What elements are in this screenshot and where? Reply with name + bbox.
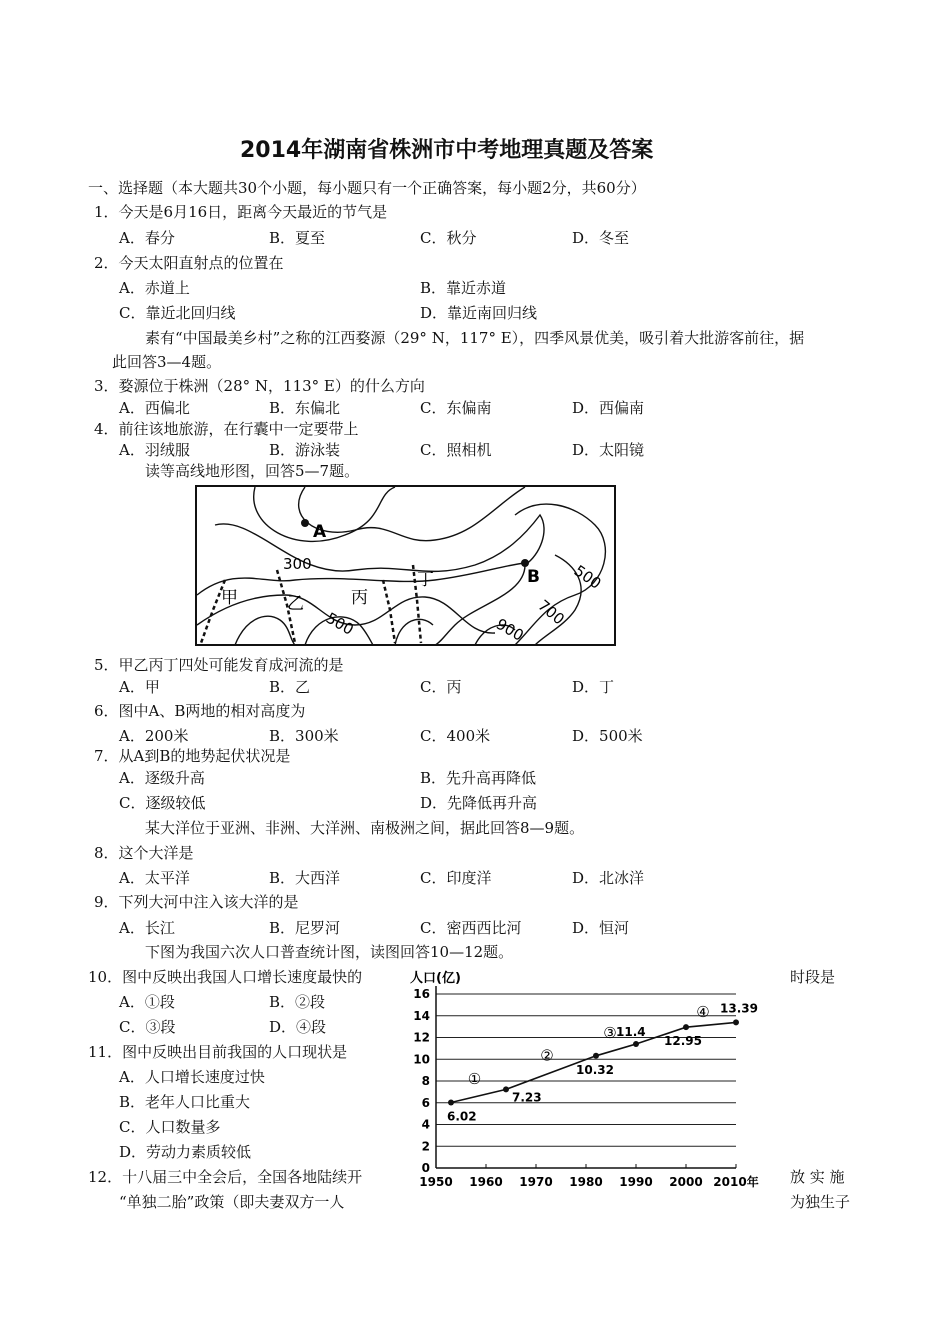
q10-stem: 10．图中反映出我国人口增长速度最快的 [88,968,363,986]
q8-option-b: B．大西洋 [269,869,341,887]
q3-option-a: A．西偏北 [119,399,190,417]
q6-option-a: A．200米 [119,727,189,745]
y-tick-label: 16 [413,987,430,1001]
q12-line-2: “单独二胎”政策（即夫妻双方一人 [119,1193,345,1211]
q1-option-c: C．秋分 [420,229,477,247]
contour-label-700: 700 [534,596,568,629]
q11-option-d: D．劳动力素质较低 [119,1143,252,1161]
data-point [733,1019,739,1025]
x-tick-label: 2000 [669,1175,703,1189]
segment-label: ② [540,1046,554,1065]
x-tick-label: 2010年 [713,1175,759,1189]
x-tick-label: 1950 [419,1175,453,1189]
q8-option-c: C．印度洋 [420,869,492,887]
q1-option-a: A．春分 [119,229,175,247]
q2-stem: 2．今天太阳直射点的位置在 [94,254,284,272]
q6-option-c: C．400米 [420,727,491,745]
x-tick-label: 1960 [469,1175,503,1189]
y-tick-label: 4 [421,1117,430,1132]
data-label: 6.02 [447,1109,477,1124]
y-tick-label: 2 [421,1139,430,1154]
passage-1-line-2: 此回答3—4题。 [112,353,222,371]
q9-option-a: A．长江 [119,919,175,937]
data-point [593,1053,599,1059]
y-tick-label: 0 [421,1161,430,1175]
q2-option-d: D．靠近南回归线 [420,304,538,322]
q4-option-d: D．太阳镜 [572,441,645,459]
y-tick-label: 6 [421,1095,430,1110]
map-label-b: B [527,567,540,587]
q5-option-d: D．丁 [572,678,615,696]
passage-1-line-1: 素有“中国最美乡村”之称的江西婺源（29° N，117° E），四季风景优美，吸引着大批游客前往，据 [145,329,805,347]
q7-option-c: C．逐级较低 [119,794,206,812]
map-label-ding: 丁 [417,570,434,590]
data-point [633,1041,639,1047]
q7-option-b: B．先升高再降低 [420,769,537,787]
q6-option-b: B．300米 [269,727,339,745]
q3-option-b: B．东偏北 [269,399,341,417]
point-b-marker [521,559,529,567]
q10-option-b: B．②段 [269,993,326,1011]
contour-label-500: 500 [323,608,357,639]
q5-option-b: B．乙 [269,678,311,696]
data-label: 11.4 [616,1025,646,1040]
q5-option-c: C．丙 [420,678,462,696]
y-tick-label: 12 [413,1030,430,1045]
q3-stem: 3．婺源位于株洲（28° N，113° E）的什么方向 [94,377,425,395]
q11-option-a: A．人口增长速度过快 [119,1068,265,1086]
population-chart [400,964,775,1194]
x-tick-label: 1990 [619,1175,653,1189]
q10-option-c: C．③段 [119,1018,176,1036]
data-point [683,1024,689,1030]
q4-option-b: B．游泳装 [269,441,341,459]
q11-option-b: B．老年人口比重大 [119,1093,251,1111]
data-label: 12.95 [664,1034,702,1049]
q6-stem: 6．图中A、B两地的相对高度为 [94,702,306,720]
q8-option-a: A．太平洋 [119,869,190,887]
q3-option-d: D．西偏南 [572,399,645,417]
q2-option-b: B．靠近赤道 [420,279,507,297]
segment-label: ① [467,1069,482,1088]
x-tick-label: 1970 [519,1175,553,1189]
passage-4: 下图为我国六次人口普查统计图，读图回答10—12题。 [145,943,514,961]
q8-option-d: D．北冰洋 [572,869,645,887]
map-label-jia: 甲 [221,588,238,608]
q8-stem: 8．这个大洋是 [94,844,194,862]
q9-option-d: D．恒河 [572,919,630,937]
q10-option-a: A．①段 [119,993,175,1011]
map-label-yi: 乙 [287,594,304,614]
q11-option-c: C．人口数量多 [119,1118,221,1136]
q5-stem: 5．甲乙丙丁四处可能发育成河流的是 [94,656,344,674]
q1-option-b: B．夏至 [269,229,326,247]
q10-option-d: D．④段 [269,1018,327,1036]
q7-option-a: A．逐级升高 [119,769,205,787]
q1-option-d: D．冬至 [572,229,630,247]
page-title: 2014年湖南省株洲市中考地理真题及答案 [240,138,654,163]
map-label-a: A [313,522,327,542]
q4-option-a: A．羽绒服 [119,441,190,459]
q11-stem: 11．图中反映出目前我国的人口现状是 [88,1043,348,1061]
q9-option-b: B．尼罗河 [269,919,341,937]
q1-stem: 1．今天是6月16日，距离今天最近的节气是 [94,203,388,221]
y-tick-label: 14 [413,1008,430,1023]
data-label: 7.23 [512,1090,542,1105]
q3-option-c: C．东偏南 [420,399,492,417]
data-point [503,1086,509,1092]
q10-stem-tail: 时段是 [790,968,836,986]
section-heading: 一、选择题（本大题共30个小题，每小题只有一个正确答案，每小题2分，共60分） [88,179,646,197]
data-point [448,1100,454,1106]
segment-label: ③ [603,1023,617,1042]
q5-option-a: A．甲 [119,678,160,696]
map-label-bing: 丙 [351,588,368,608]
q4-stem: 4．前往该地旅游，在行囊中一定要带上 [94,420,359,438]
point-a-marker [301,519,309,527]
y-tick-label: 10 [413,1052,430,1067]
contour-label-500: 500 [570,561,605,593]
q7-option-d: D．先降低再升高 [420,794,538,812]
segment-label: ④ [696,1002,710,1021]
q12-line-1: 12．十八届三中全会后，全国各地陆续开 [88,1168,363,1186]
q9-stem: 9．下列大河中注入该大洋的是 [94,893,299,911]
q7-stem: 7．从A到B的地势起伏状况是 [94,747,291,765]
q2-option-c: C．靠近北回归线 [119,304,236,322]
chart-y-axis-title: 人口(亿) [410,971,461,986]
q9-option-c: C．密西西比河 [420,919,522,937]
q6-option-d: D．500米 [572,727,643,745]
q12-line-1-tail: 放 实 施 [790,1168,845,1186]
q2-option-a: A．赤道上 [119,279,190,297]
x-tick-label: 1980 [569,1175,603,1189]
q4-option-c: C．照相机 [420,441,492,459]
passage-2: 读等高线地形图，回答5—7题。 [145,462,360,480]
contour-label-300: 300 [283,555,312,573]
data-label: 10.32 [576,1062,614,1077]
contour-label-900: 900 [493,614,527,645]
y-tick-label: 8 [421,1074,430,1088]
contour-map [195,485,617,647]
q12-line-2-tail: 为独生子 [790,1193,851,1211]
data-label: 13.39 [720,1001,758,1016]
passage-3: 某大洋位于亚洲、非洲、大洋洲、南极洲之间，据此回答8—9题。 [145,819,585,837]
